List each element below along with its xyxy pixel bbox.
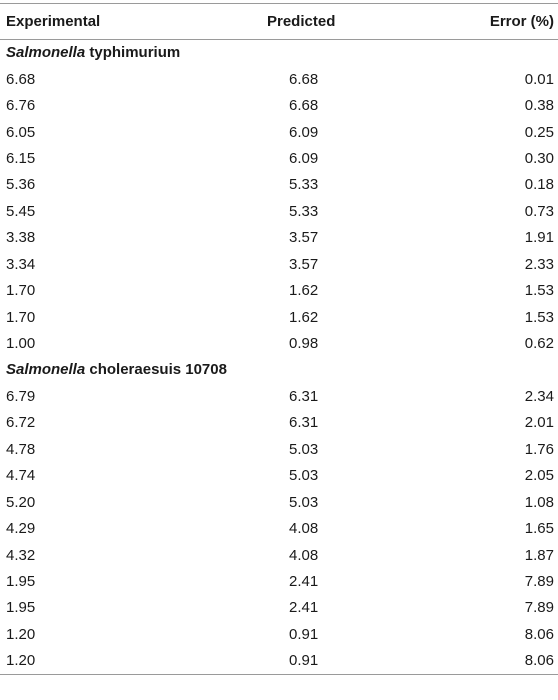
table-row (0, 225, 558, 251)
table-row (0, 251, 558, 277)
cell-experimental: 1.20 (6, 625, 36, 643)
cell-experimental: 6.72 (6, 414, 36, 432)
cell-predicted: 5.03 (289, 493, 319, 511)
table-row (0, 542, 558, 568)
results-table (0, 3, 558, 675)
cell-predicted: 1.62 (289, 308, 319, 326)
group-label (0, 40, 558, 66)
table-row (0, 66, 558, 92)
table-row (0, 463, 558, 489)
cell-experimental: 5.45 (6, 202, 36, 220)
table-body (0, 40, 558, 675)
cell-error: 7.89 (524, 572, 554, 590)
group-label (0, 357, 558, 383)
cell-predicted: 4.08 (289, 546, 319, 564)
cell-error: 1.76 (524, 440, 554, 458)
group-header-row (0, 40, 558, 66)
cell-predicted: 0.98 (289, 335, 319, 353)
table-row (0, 145, 558, 171)
cell-predicted: 6.31 (289, 387, 319, 405)
header-experimental: Experimental (0, 4, 236, 40)
cell-predicted: 3.57 (289, 229, 319, 247)
table-row (0, 277, 558, 303)
cell-predicted: 4.08 (289, 520, 319, 538)
cell-experimental: 3.34 (6, 255, 36, 273)
group-header-row (0, 357, 558, 383)
group-species: choleraesuis 10708 (85, 361, 227, 379)
cell-experimental: 1.70 (6, 282, 36, 300)
cell-predicted: 5.03 (289, 467, 319, 485)
cell-predicted: 5.33 (289, 176, 319, 194)
cell-predicted: 6.68 (289, 70, 319, 88)
cell-experimental: 6.68 (6, 70, 36, 88)
table-row (0, 172, 558, 198)
cell-predicted: 5.03 (289, 440, 319, 458)
table-row (0, 648, 558, 674)
cell-experimental: 5.36 (6, 176, 36, 194)
cell-experimental: 6.05 (6, 123, 36, 141)
cell-experimental: 4.29 (6, 520, 36, 538)
group-genus: Salmonella (6, 361, 86, 379)
cell-predicted: 3.57 (289, 255, 319, 273)
header-error: Error (%) (449, 4, 558, 40)
cell-error: 7.89 (524, 599, 554, 617)
cell-error: 8.06 (524, 625, 554, 643)
cell-error: 1.53 (524, 282, 554, 300)
cell-experimental: 1.00 (6, 335, 36, 353)
cell-experimental: 4.32 (6, 546, 36, 564)
cell-predicted: 1.62 (289, 282, 319, 300)
cell-experimental: 1.20 (0, 648, 236, 674)
table-row (0, 119, 558, 145)
cell-predicted: 6.09 (289, 149, 319, 167)
header-predicted: Predicted (236, 4, 449, 40)
cell-experimental: 5.20 (6, 493, 36, 511)
cell-error: 2.05 (524, 467, 554, 485)
cell-predicted: 6.68 (289, 97, 319, 115)
cell-error: 0.62 (524, 335, 554, 353)
cell-predicted: 6.31 (289, 414, 319, 432)
cell-experimental: 6.15 (6, 149, 36, 167)
cell-predicted: 2.41 (289, 572, 319, 590)
table-row (0, 410, 558, 436)
table-row (0, 595, 558, 621)
cell-error: 0.30 (524, 149, 554, 167)
cell-error: 0.38 (524, 97, 554, 115)
cell-error: 0.01 (524, 70, 554, 88)
table-row (0, 621, 558, 647)
table-row (0, 92, 558, 118)
table-row (0, 568, 558, 594)
cell-predicted: 0.91 (289, 625, 319, 643)
cell-error: 8.06 (449, 648, 558, 674)
cell-error: 1.53 (524, 308, 554, 326)
cell-error: 2.33 (524, 255, 554, 273)
cell-predicted: 6.09 (289, 123, 319, 141)
cell-error: 2.01 (524, 414, 554, 432)
cell-error: 0.18 (524, 176, 554, 194)
cell-error: 2.34 (524, 387, 554, 405)
cell-experimental: 1.95 (6, 599, 36, 617)
cell-error: 1.65 (524, 520, 554, 538)
cell-error: 1.91 (524, 229, 554, 247)
cell-predicted: 0.91 (236, 648, 449, 674)
table-row (0, 304, 558, 330)
table-row (0, 198, 558, 224)
table-row (0, 330, 558, 356)
cell-experimental: 4.74 (6, 467, 36, 485)
cell-predicted: 5.33 (289, 202, 319, 220)
cell-experimental: 6.76 (6, 97, 36, 115)
table-row (0, 515, 558, 541)
cell-experimental: 4.78 (6, 440, 36, 458)
cell-error: 0.73 (524, 202, 554, 220)
cell-error: 1.87 (524, 546, 554, 564)
cell-experimental: 3.38 (6, 229, 36, 247)
cell-experimental: 1.95 (6, 572, 36, 590)
group-genus: Salmonella (6, 44, 86, 62)
table-row (0, 489, 558, 515)
header-row (0, 4, 558, 40)
cell-error: 1.08 (524, 493, 554, 511)
cell-experimental: 6.79 (6, 387, 36, 405)
cell-predicted: 2.41 (289, 599, 319, 617)
table-row (0, 383, 558, 409)
group-species: typhimurium (85, 44, 181, 62)
cell-error: 0.25 (524, 123, 554, 141)
table-row (0, 436, 558, 462)
cell-experimental: 1.70 (6, 308, 36, 326)
